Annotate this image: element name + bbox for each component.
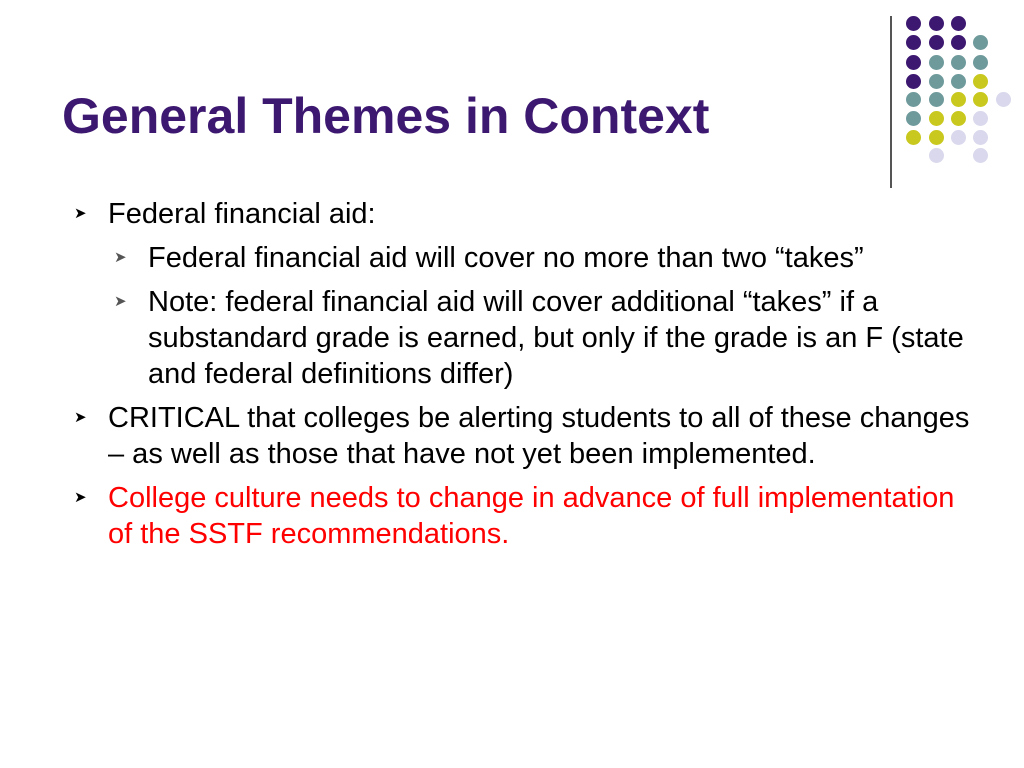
arrow-bullet-icon: ➤ <box>74 409 87 426</box>
arrow-bullet-icon: ➤ <box>74 489 87 506</box>
decorative-dot <box>973 55 988 70</box>
bullet-item <box>74 196 974 232</box>
decorative-dot <box>906 130 921 145</box>
decorative-dot <box>929 74 944 89</box>
decorative-dot <box>973 92 988 107</box>
bullet-text: Federal financial aid will cover no more than two “takes” <box>148 242 864 274</box>
vertical-divider <box>890 16 892 188</box>
decorative-dot <box>973 130 988 145</box>
bullet-text: CRITICAL that colleges be alerting students to all of these changes – as well as those that have not yet been implemented. <box>108 402 970 470</box>
arrow-bullet-icon: ➤ <box>114 293 127 310</box>
decorative-dot <box>929 92 944 107</box>
decorative-dot-grid <box>0 0 1024 200</box>
decorative-dot <box>973 111 988 126</box>
decorative-dot <box>906 55 921 70</box>
sub-bullet-item <box>74 284 974 392</box>
decorative-dot <box>951 92 966 107</box>
decorative-dot <box>951 35 966 50</box>
bullet-text: Note: federal financial aid will cover additional “takes” if a substandard grade is earned, but only if the grade is an F (state and federal definitions differ) <box>148 286 964 390</box>
decorative-dot <box>973 35 988 50</box>
decorative-dot <box>996 92 1011 107</box>
decorative-dot <box>906 35 921 50</box>
bullet-list <box>74 196 974 560</box>
decorative-dot <box>929 130 944 145</box>
decorative-dot <box>973 148 988 163</box>
bullet-item <box>74 400 974 472</box>
decorative-dot <box>906 74 921 89</box>
decorative-dot <box>951 111 966 126</box>
bullet-text: College culture needs to change in advance of full implementation of the SSTF recommendations. <box>108 482 955 550</box>
decorative-dot <box>906 92 921 107</box>
decorative-dot <box>929 55 944 70</box>
decorative-dot <box>951 16 966 31</box>
bullet-text: Federal financial aid: <box>108 198 376 230</box>
decorative-dot <box>906 111 921 126</box>
arrow-bullet-icon: ➤ <box>74 205 87 222</box>
decorative-dot <box>906 16 921 31</box>
decorative-dot <box>929 111 944 126</box>
decorative-dot <box>929 148 944 163</box>
decorative-dot <box>929 16 944 31</box>
slide-title: General Themes in Context <box>62 88 710 144</box>
decorative-dot <box>951 130 966 145</box>
decorative-dot <box>973 74 988 89</box>
decorative-dot <box>951 74 966 89</box>
arrow-bullet-icon: ➤ <box>114 249 127 266</box>
decorative-dot <box>951 55 966 70</box>
highlight-bullet-item <box>74 480 974 552</box>
decorative-dot <box>929 35 944 50</box>
sub-bullet-item <box>74 240 974 276</box>
